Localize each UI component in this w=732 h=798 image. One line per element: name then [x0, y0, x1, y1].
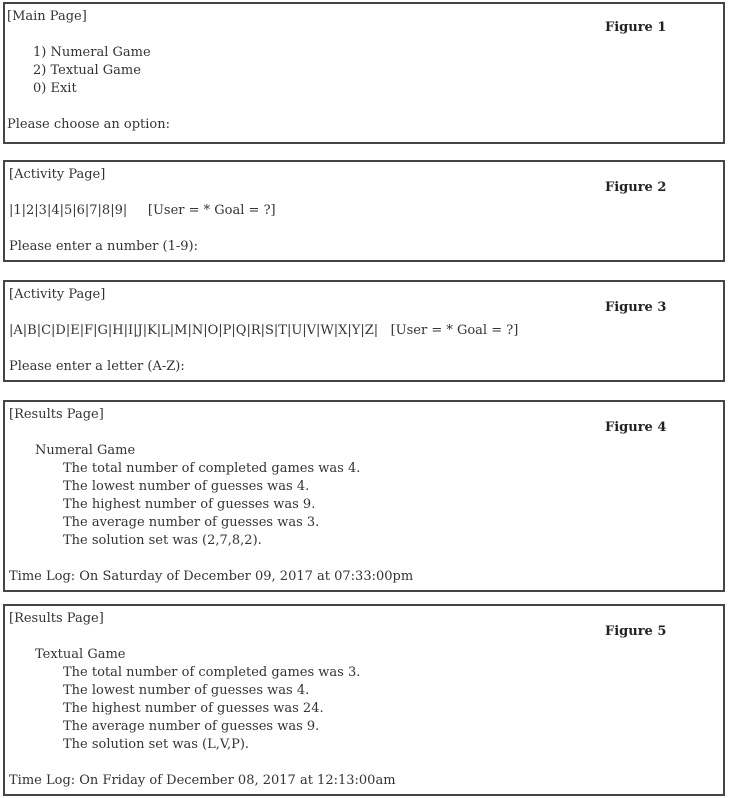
result-line: The solution set was (2,7,8,2). [63, 533, 262, 548]
result-line: The highest number of guesses was 9. [63, 497, 316, 512]
figure-label: Figure 1 [605, 20, 667, 35]
result-line: The average number of guesses was 3. [63, 515, 320, 530]
page-title: [Activity Page] [9, 167, 106, 182]
figure-4-panel [3, 400, 725, 592]
prompt: Please enter a letter (A-Z): [9, 359, 185, 374]
page-title: [Main Page] [7, 9, 87, 24]
menu-option-numeral: 1) Numeral Game [33, 45, 151, 60]
figure-label: Figure 2 [605, 180, 667, 195]
number-board: |1|2|3|4|5|6|7|8|9| [User = * Goal = ?] [9, 203, 276, 218]
figure-5-panel [3, 604, 725, 796]
figure-label: Figure 3 [605, 300, 667, 315]
result-line: The highest number of guesses was 24. [63, 701, 324, 716]
result-line: The total number of completed games was 4. [63, 461, 361, 476]
result-line: The total number of completed games was 3. [63, 665, 361, 680]
time-log: Time Log: On Friday of December 08, 2017 at 12:13:00am [9, 773, 396, 788]
prompt: Please enter a number (1-9): [9, 239, 198, 254]
page-title: [Activity Page] [9, 287, 106, 302]
menu-option-exit: 0) Exit [33, 81, 77, 96]
game-title: Textual Game [35, 647, 126, 662]
figure-3-panel [3, 280, 725, 382]
figure-label: Figure 5 [605, 624, 667, 639]
page-title: [Results Page] [9, 407, 104, 422]
game-title: Numeral Game [35, 443, 136, 458]
result-line: The average number of guesses was 9. [63, 719, 320, 734]
figure-label: Figure 4 [605, 420, 667, 435]
time-log: Time Log: On Saturday of December 09, 2017 at 07:33:00pm [9, 569, 414, 584]
letter-board: |A|B|C|D|E|F|G|H|I|J|K|L|M|N|O|P|Q|R|S|T|U|V|W|X|Y|Z| [User = * Goal = ?] [9, 323, 519, 338]
prompt: Please choose an option: [7, 117, 171, 132]
menu-option-textual: 2) Textual Game [33, 63, 141, 78]
result-line: The lowest number of guesses was 4. [63, 479, 310, 494]
figure-2-panel [3, 160, 725, 262]
figure-1-panel [3, 2, 725, 144]
result-line: The solution set was (L,V,P). [63, 737, 250, 752]
result-line: The lowest number of guesses was 4. [63, 683, 310, 698]
page-title: [Results Page] [9, 611, 104, 626]
